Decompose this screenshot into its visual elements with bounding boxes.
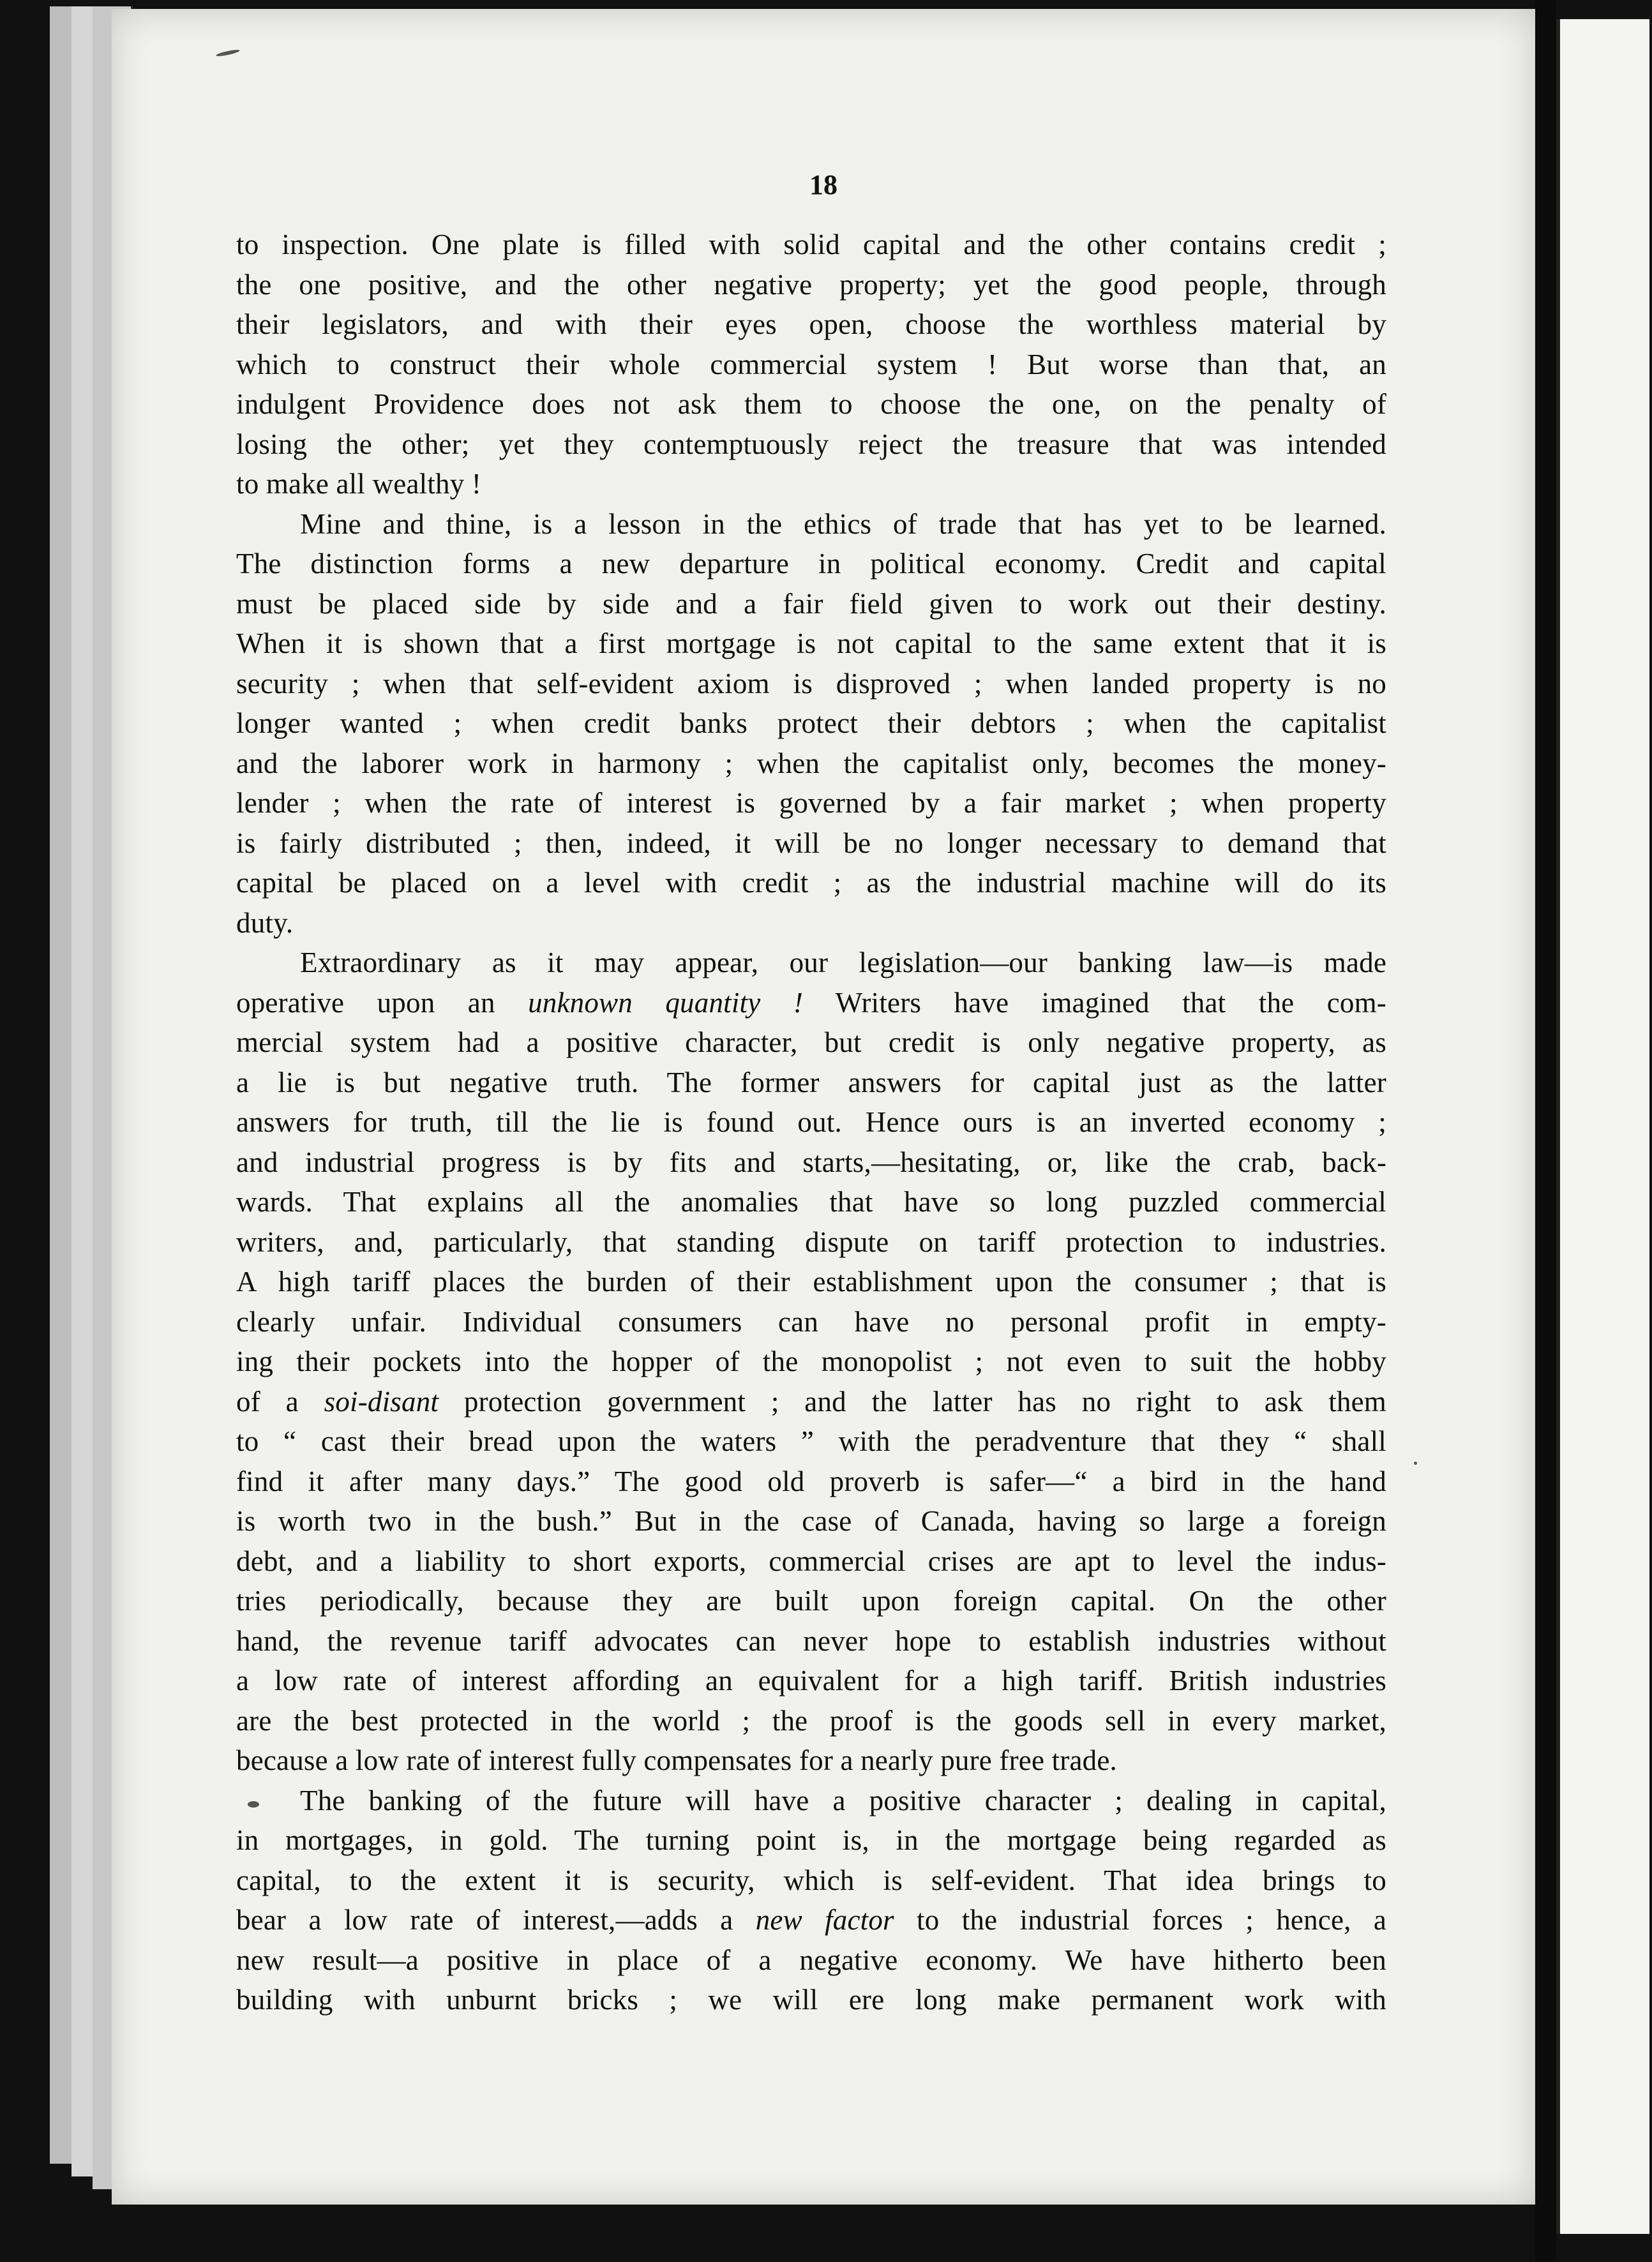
text-line: to inspection. One plate is filled with solid capital and the other contains credit ; — [236, 228, 1386, 260]
text-line: losing the other; yet they contemptuously reject the treasure that was intended — [236, 428, 1386, 460]
text-line: their legislators, and with their eyes open, choose the worthless material by — [236, 308, 1386, 340]
text-line: security ; when that self-evident axiom is disproved ; when landed property is no — [236, 667, 1386, 700]
text-line: hand, the revenue tariff advocates can never hope to establish industries without — [236, 1624, 1386, 1657]
text-line: to “ cast their bread upon the waters ” with the peradventure that they “ shall — [236, 1425, 1386, 1457]
paragraph — [236, 225, 1386, 504]
text-line: a lie is but negative truth. The former answers for capital just as the latter — [236, 1066, 1386, 1098]
text-line: answers for truth, till the lie is found out. Hence ours is an inverted economy ; — [236, 1106, 1386, 1138]
text-line: new result—a positive in place of a negative economy. We have hitherto been — [236, 1944, 1386, 1976]
text-line: ing their pockets into the hopper of the monopolist ; not even to suit the hobby — [236, 1345, 1386, 1377]
body-text — [236, 225, 1386, 2020]
paragraph — [236, 943, 1386, 1781]
scan-speck — [248, 1801, 259, 1808]
text-line: duty. — [236, 906, 294, 939]
text-line: longer wanted ; when credit banks protect their debtors ; when the capitalist — [236, 707, 1386, 739]
text-line: a low rate of interest affording an equivalent for a high tariff. British industries — [236, 1665, 1386, 1696]
text-line: in mortgages, in gold. The turning point is, in the mortgage being regarded as — [236, 1824, 1386, 1856]
text-line: to make all wealthy ! — [236, 468, 482, 500]
text-line: Mine and thine, is a lesson in the ethics of trade that has yet to be learned. — [300, 507, 1386, 540]
text-line: writers, and, particularly, that standing dispute on tariff protection to industries. — [236, 1225, 1386, 1258]
text-line: is worth two in the bush.” But in the case of Canada, having so large a foreign — [236, 1505, 1386, 1537]
gutter-shadow — [1535, 0, 1556, 2262]
text-line: The banking of the future will have a positive character ; dealing in capital, — [300, 1784, 1386, 1816]
text-line: and industrial progress is by fits and starts,—hesitating, or, like the crab, back- — [236, 1146, 1386, 1178]
text-line: mercial system had a positive character, but credit is only negative property, as — [236, 1026, 1386, 1058]
paragraph — [236, 504, 1386, 943]
text-line: is fairly distributed ; then, indeed, it will be no longer necessary to demand that — [236, 827, 1386, 859]
text-line: building with unburnt bricks ; we will ere long make permanent work with — [236, 1984, 1386, 2016]
text-line: because a low rate of interest fully compensates for a nearly pure free trade. — [236, 1744, 1117, 1776]
scan-speck — [1414, 1462, 1417, 1465]
text-line: Extraordinary as it may appear, our legislation—our banking law—is made — [300, 947, 1386, 978]
text-line: A high tariff places the burden of their establishment upon the consumer ; that is — [236, 1266, 1386, 1298]
text-line: capital, to the extent it is security, which is self-evident. That idea brings to — [236, 1864, 1386, 1896]
text-line: lender ; when the rate of interest is governed by a fair market ; when property — [236, 787, 1386, 819]
text-line: debt, and a liability to short exports, commercial crises are apt to level the indus- — [236, 1545, 1386, 1577]
text-line: must be placed side by side and a fair field given to work out their destiny. — [236, 587, 1386, 620]
text-line: capital be placed on a level with credit ; as the industrial machine will do its — [236, 867, 1386, 899]
text-line: are the best protected in the world ; the proof is the goods sell in every market, — [236, 1704, 1386, 1737]
text-line: of a soi-disant protection government ; and the latter has no right to ask them — [236, 1385, 1386, 1418]
text-line: wards. That explains all the anomalies that have so long puzzled commercial — [236, 1186, 1386, 1218]
text-line: bear a low rate of interest,—adds a new factor to the industrial forces ; hence, a — [236, 1904, 1387, 1936]
text-line: and the laborer work in harmony ; when the capitalist only, becomes the money- — [236, 747, 1386, 779]
text-line: find it after many days.” The good old proverb is safer—“ a bird in the hand — [236, 1465, 1386, 1497]
facing-page — [1556, 19, 1649, 2234]
text-line: indulgent Providence does not ask them to choose the one, on the penalty of — [236, 388, 1386, 420]
text-line: tries periodically, because they are built upon foreign capital. On the other — [236, 1585, 1386, 1617]
text-line: When it is shown that a first mortgage is not capital to the same extent that it is — [236, 627, 1386, 659]
text-line: clearly unfair. Individual consumers can have no personal profit in empty- — [236, 1305, 1386, 1338]
paragraph — [236, 1781, 1386, 2020]
text-line: The distinction forms a new departure in political economy. Credit and capital — [236, 548, 1386, 580]
text-line: which to construct their whole commercial system ! But worse than that, an — [236, 348, 1386, 380]
text-line: operative upon an unknown quantity ! Writers have imagined that the com- — [236, 986, 1386, 1019]
text-line: the one positive, and the other negative property; yet the good people, through — [236, 268, 1386, 301]
page-number: 18 — [809, 169, 837, 200]
